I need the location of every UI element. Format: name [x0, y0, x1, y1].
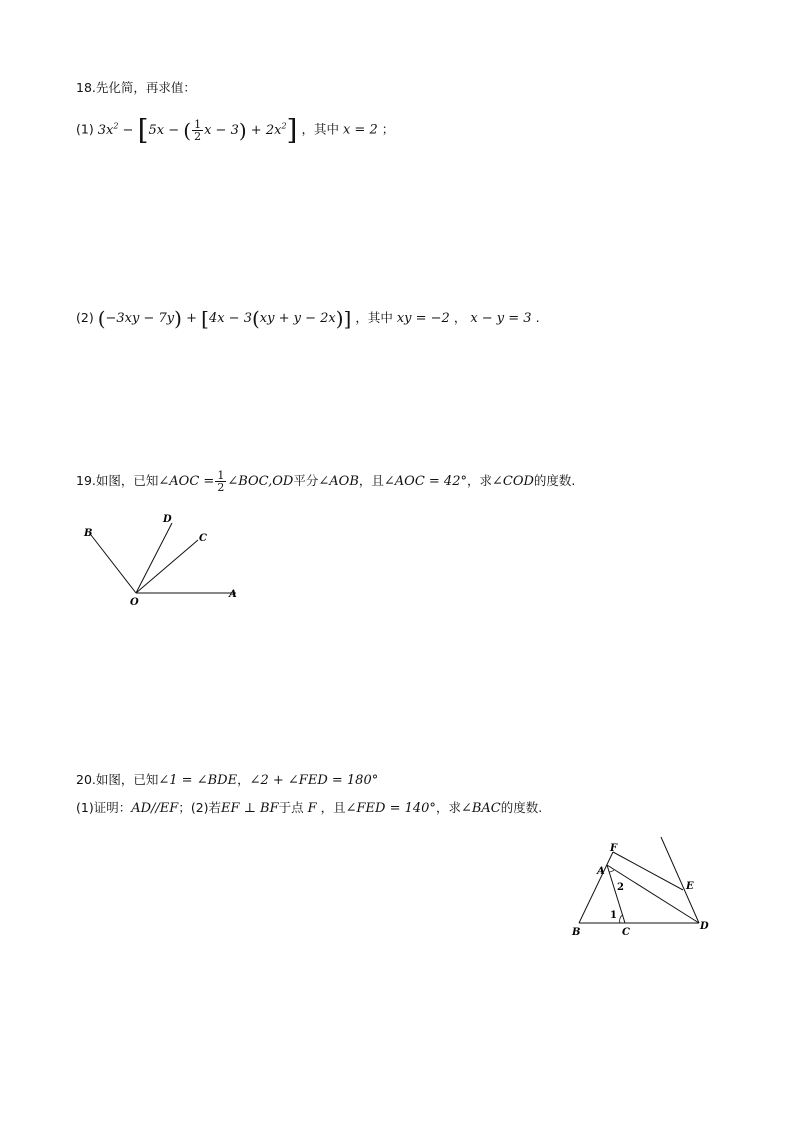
q19-angle-boc: ∠BOC — [227, 474, 269, 489]
ray-oc — [136, 540, 198, 593]
label-c: C — [622, 927, 630, 938]
q18-part2-value2: x − y = 3 — [470, 311, 532, 326]
q19-and: ，且 — [358, 473, 384, 488]
label-e: E — [686, 881, 694, 892]
label-d: D — [163, 514, 172, 525]
angle-2-arc — [609, 870, 614, 872]
label-b: B — [84, 528, 93, 539]
label-d: D — [700, 921, 709, 932]
label-angle-2: 2 — [617, 882, 624, 893]
q18-part2-expression: (−3xy − 7y) + [4x − 3(xy + y − 2x)] — [97, 306, 352, 331]
label-b: B — [572, 927, 581, 938]
q19-find: ，求 — [466, 473, 492, 488]
label-a: A — [597, 866, 605, 877]
q20-part1: (1)证明： — [76, 800, 132, 815]
q19-bisect: 平分 — [293, 473, 319, 488]
segment-de — [661, 837, 699, 923]
q20-angle-fed: ∠FED = 140° — [345, 801, 436, 816]
ray-ob — [91, 535, 136, 593]
q20-find: ，求 — [435, 800, 461, 815]
q20-perp: EF ⊥ BF — [221, 801, 279, 816]
q18-part1 — [76, 113, 395, 146]
q20-given2: ∠2 + ∠FED = 180° — [249, 773, 379, 788]
q20-angle-bac: ∠BAC — [460, 801, 501, 816]
q20-part1-math: AD//EF — [131, 801, 179, 816]
q20-part2: ；(2)若 — [178, 800, 222, 815]
q18-part1-end: ； — [381, 121, 395, 137]
q20-questions — [76, 798, 542, 816]
angle-1-arc — [620, 915, 623, 923]
q20-degree: 的度数. — [500, 800, 543, 815]
label-c: C — [199, 533, 207, 544]
q19-given: ∠AOC = 42° — [383, 474, 467, 489]
q18-part2-sep: ， — [453, 310, 467, 325]
q18-title: 18.先化简，再求值： — [76, 80, 196, 95]
q20-sep: ， — [237, 772, 250, 787]
q20-point-f: F — [307, 801, 317, 816]
q18-part1-expression: $3x^2 - [5x$ − ( $\frac{1}{2}$ $x - 3) + 2x^2$] — [97, 113, 298, 146]
q20-intro: 20.如图，已知 — [76, 772, 159, 787]
q18-part2-label: (2) — [76, 310, 94, 325]
q19-statement — [76, 470, 575, 493]
label-o: O — [130, 597, 139, 608]
q20-geometry-figure — [565, 832, 715, 940]
q19-angle-aob: ∠AOB — [318, 474, 359, 489]
q18-part2-cond: ，其中 — [355, 310, 393, 325]
q19-intro: 19.如图，已知 — [76, 473, 159, 488]
label-angle-1: 1 — [610, 910, 617, 921]
q19-angle-aoc: ∠AOC = — [158, 474, 215, 489]
segment-bf — [579, 852, 613, 923]
q19-angle-figure — [76, 508, 256, 613]
q20-at-point: 于点 — [278, 800, 304, 815]
q19-degree: 的度数. — [533, 473, 576, 488]
q18-part2 — [76, 308, 540, 329]
q18-part2-value1: xy = −2 — [396, 311, 450, 326]
q20-and: ，且 — [320, 800, 346, 815]
q20-given1: ∠1 = ∠BDE — [158, 773, 238, 788]
ray-od — [136, 523, 172, 593]
q18-part1-cond: ，其中 — [301, 121, 339, 137]
q19-angle-cod: ∠COD — [492, 474, 534, 489]
q18-part2-end: . — [535, 310, 540, 325]
q19-od: ,OD — [268, 474, 294, 489]
q18-part1-label: (1) — [76, 121, 94, 137]
q18-part1-value: x = 2 — [342, 122, 378, 138]
q20-statement — [76, 770, 378, 788]
q19-fraction: $\frac{1}{2}$ — [217, 469, 225, 494]
label-a: A — [229, 589, 237, 600]
label-f: F — [610, 843, 618, 854]
